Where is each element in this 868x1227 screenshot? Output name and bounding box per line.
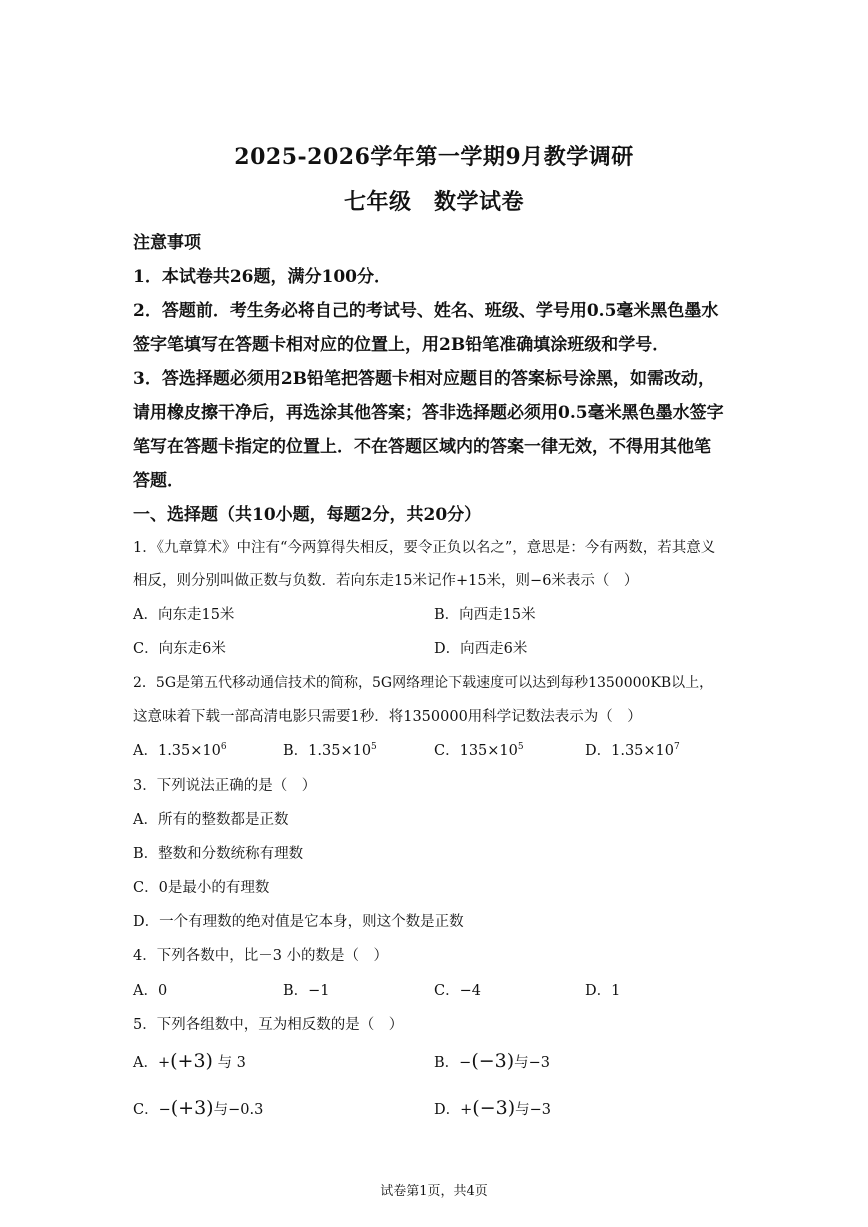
question-1-option-d: D．向西走6米 xyxy=(434,641,528,657)
notes-heading: 注意事项 xyxy=(133,233,201,253)
note-line: 2．答题前．考生务必将自己的考试号、姓名、班级、学号用0.5毫米黑色墨水 xyxy=(133,301,719,321)
question-1-option-b: B．向西走15米 xyxy=(434,607,536,623)
question-4-option-d: D．1 xyxy=(585,983,621,999)
question-1-option-c: C．向东走6米 xyxy=(133,641,226,657)
question-2-stem: 2．5G是第五代移动通信技术的简称，5G网络理论下载速度可以达到每秒1350000KB以上， xyxy=(133,675,714,691)
question-4-option-a: A．0 xyxy=(133,983,168,999)
question-2-option-c: C．$135\times 10^5$ xyxy=(434,742,524,759)
note-line: 答题． xyxy=(133,471,184,491)
question-2-stem: 这意味着下载一部高清电影只需要1秒．将1350000用科学记数法表示为（ ） xyxy=(133,709,642,725)
question-5-option-c: C．−(+3)与−0.3 xyxy=(133,1097,264,1119)
note-line: 3．答选择题必须用2B铅笔把答题卡相对应题目的答案标号涂黑，如需改动， xyxy=(133,369,716,389)
question-5-stem: 5．下列各组数中，互为相反数的是（ ） xyxy=(133,1017,404,1033)
question-3-stem: 3．下列说法正确的是（ ） xyxy=(133,778,317,794)
exam-subtitle: 七年级 数学试卷 xyxy=(343,189,524,215)
question-2-option-d: D．$1.35\times 10^7$ xyxy=(585,742,680,759)
question-5-option-b: B．−(−3)与−3 xyxy=(434,1050,551,1072)
note-line: 签字笔填写在答题卡相对应的位置上，用2B铅笔准确填涂班级和学号． xyxy=(133,335,670,355)
question-1-stem: 相反，则分别叫做正数与负数．若向东走15米记作+15米，则−6米表示（ ） xyxy=(133,573,639,589)
question-3-option-d: D．一个有理数的绝对值是它本身，则这个数是正数 xyxy=(133,914,464,930)
question-1-option-a: A．向东走15米 xyxy=(133,607,235,623)
question-1-stem: 1．《九章算术》中注有“今两算得失相反，要令正负以名之”，意思是：今有两数，若其意义 xyxy=(133,540,716,556)
question-3-option-c: C．0是最小的有理数 xyxy=(133,880,270,896)
exam-title: 2025-2026学年第一学期9月教学调研 xyxy=(234,144,634,170)
question-2-option-a: A．$1.35\times 10^6$ xyxy=(133,742,227,759)
question-4-option-c: C．−4 xyxy=(434,983,481,999)
question-3-option-b: B．整数和分数统称有理数 xyxy=(133,846,304,862)
section-heading: 一、选择题（共10小题，每题2分，共20分） xyxy=(133,505,482,525)
question-4-stem: 4．下列各数中，比－3 小的数是（ ） xyxy=(133,948,389,964)
question-2-option-b: B．$1.35\times 10^5$ xyxy=(283,742,377,759)
question-5-option-a: A．+(+3) 与 3 xyxy=(133,1050,246,1072)
question-3-option-a: A．所有的整数都是正数 xyxy=(133,812,289,828)
page-footer: 试卷第1页，共4页 xyxy=(380,1184,488,1199)
question-4-option-b: B．−1 xyxy=(283,983,330,999)
note-line: 1．本试卷共26题，满分100分． xyxy=(133,267,391,287)
note-line: 请用橡皮擦干净后，再选涂其他答案；答非选择题必须用0.5毫米黑色墨水签字 xyxy=(133,403,724,423)
note-line: 笔写在答题卡指定的位置上．不在答题区域内的答案一律无效，不得用其他笔 xyxy=(133,437,711,457)
question-5-option-d: D．+(−3)与−3 xyxy=(434,1097,551,1119)
